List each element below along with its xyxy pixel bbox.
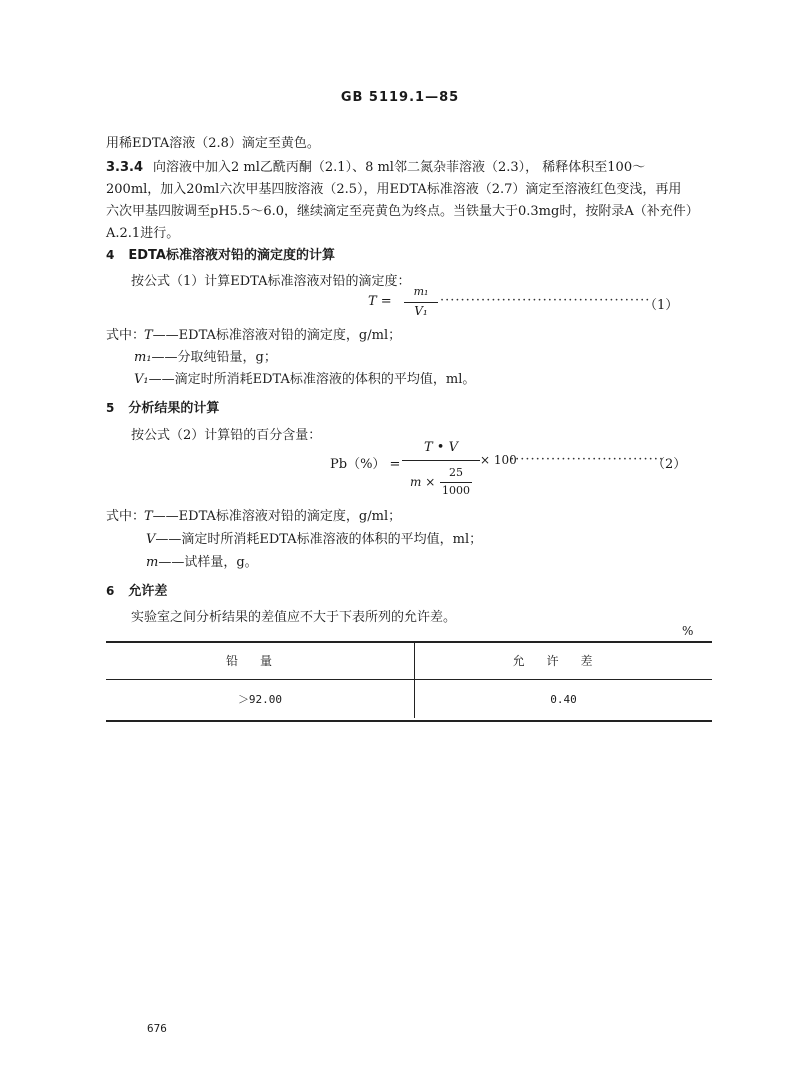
denominator-m: m ×	[410, 475, 436, 489]
section-5-heading	[106, 397, 219, 416]
definition-m: m——试样量，g。	[146, 555, 258, 570]
page-header: GB 5119.1—85	[340, 90, 460, 105]
section-title: EDTA标准溶液对铅的滴定度的计算	[128, 248, 335, 263]
clause-3-3-4-line-3: 六次甲基四胺调至pH5.5～6.0，继续滴定至亮黄色为终点。当铁量大于0.3mg时，按附录A（补充件）	[106, 204, 699, 219]
fraction-bar	[404, 302, 438, 303]
fraction-bar	[402, 460, 480, 461]
cell-lead-content: ＞92.00	[106, 680, 415, 719]
section-4-intro: 按公式（1）计算EDTA标准溶液对铅的滴定度：	[131, 274, 411, 289]
definition-m1: m₁——分取纯铅量，g；	[134, 350, 277, 365]
continuation-paragraph: 用稀EDTA溶液（2.8）滴定至黄色。	[106, 136, 320, 151]
tolerance-table	[106, 641, 712, 718]
clause-3-3-4-line-1	[106, 156, 645, 175]
where-label: 式中：	[106, 328, 146, 343]
definition-T: T——EDTA标准溶液对铅的滴定度，g/ml；	[144, 509, 402, 524]
table-bottom-rule	[106, 720, 712, 722]
table-unit: %	[682, 624, 694, 638]
equation-number: （1）	[644, 298, 679, 313]
definition-V: V——滴定时所消耗EDTA标准溶液的体积的平均值，ml；	[146, 532, 483, 547]
clause-3-3-4-line-2: 200ml，加入20ml六次甲基四胺溶液（2.5），用EDTA标准溶液（2.7）滴定至溶液红色变浅，再用	[106, 182, 682, 197]
dot-leader: ·········································	[440, 293, 651, 308]
clause-number: 3.3.4	[106, 160, 144, 175]
formula-multiplier: × 100	[480, 453, 517, 467]
formula-numerator: m₁	[413, 285, 429, 298]
where-label: 式中：	[106, 509, 146, 524]
inner-fraction-bar	[440, 482, 472, 483]
column-header-tolerance: 允许差	[415, 641, 713, 680]
column-header-lead-content: 铅量	[106, 641, 415, 680]
section-title: 分析结果的计算	[128, 401, 220, 416]
section-6-intro: 实验室之间分析结果的差值应不大于下表所列的允许差。	[131, 610, 457, 625]
section-number: 4	[106, 248, 115, 262]
section-number: 5	[106, 401, 115, 415]
definition-T: T——EDTA标准溶液对铅的滴定度，g/ml；	[144, 328, 402, 343]
section-number: 6	[106, 584, 115, 598]
section-6-heading	[106, 580, 167, 599]
clause-text: 向溶液中加入2 ml乙酰丙酮（2.1）、8 ml邻二氮杂菲溶液（2.3）， 稀释体积至100～	[153, 160, 646, 175]
table-header-row	[106, 641, 712, 680]
dot-leader: ······························	[510, 452, 664, 467]
section-4-heading	[106, 244, 335, 263]
formula-lhs: Pb（%） =	[330, 457, 401, 472]
section-5-intro: 按公式（2）计算铅的百分含量：	[131, 428, 322, 443]
formula-numerator: T • V	[424, 440, 458, 455]
denominator-denominator: 1000	[442, 484, 470, 497]
page-number: 676	[147, 1022, 167, 1035]
equation-number: （2）	[652, 457, 687, 472]
formula-denominator: V₁	[414, 304, 428, 318]
table-row	[106, 680, 712, 719]
section-title: 允许差	[128, 584, 168, 599]
denominator-numerator: 25	[449, 466, 463, 479]
clause-3-3-4-line-4: A.2.1进行。	[106, 226, 180, 241]
definition-V1: V₁——滴定时所消耗EDTA标准溶液的体积的平均值，ml。	[134, 372, 476, 387]
cell-tolerance: 0.40	[550, 692, 577, 706]
formula-lhs: T =	[368, 294, 392, 309]
